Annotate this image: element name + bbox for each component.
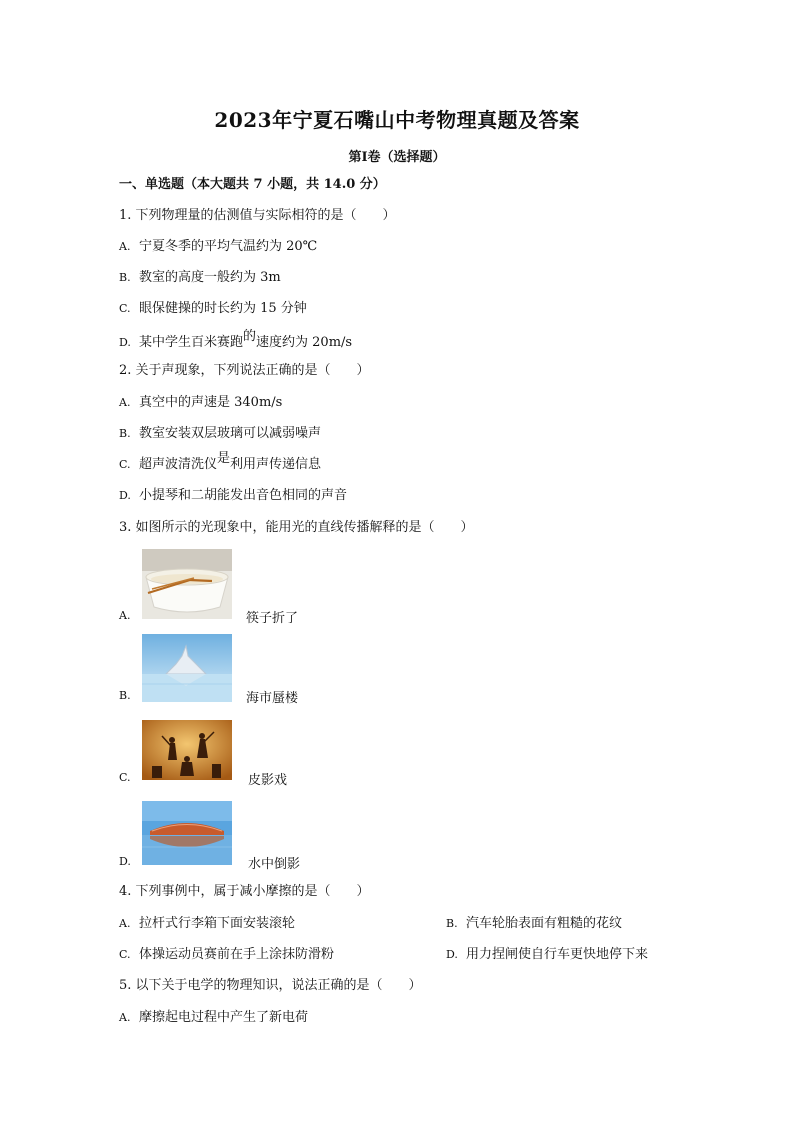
q1-option-d — [119, 329, 353, 352]
section-heading: 一、单选题（本大题共 7 小题，共 14.0 分） — [119, 177, 386, 192]
q2-option-d — [119, 487, 347, 505]
q2-option-b — [119, 425, 321, 443]
option-label: C. — [119, 948, 131, 961]
option-text: 利用声传递信息 — [230, 457, 322, 472]
q4-option-b — [446, 915, 622, 933]
q3-option-a-label: A. — [119, 609, 131, 622]
option-text: 眼保健操的时长约为 15 分钟 — [139, 301, 307, 316]
q2-option-c — [119, 451, 322, 474]
q3-option-c-label: C. — [119, 771, 131, 784]
q3-option-d-caption: 水中倒影 — [248, 857, 301, 872]
option-text-raised: 是 — [217, 451, 231, 466]
option-label: D. — [446, 948, 458, 961]
option-label: B. — [119, 271, 131, 284]
shadow-puppet-photo — [142, 720, 232, 780]
option-text: 宁夏冬季的平均气温约为 20℃ — [139, 239, 318, 254]
option-label: B. — [119, 427, 131, 440]
option-text: 小提琴和二胡能发出音色相同的声音 — [139, 488, 348, 503]
option-text: 教室安装双层玻璃可以减弱噪声 — [139, 426, 322, 441]
q4-option-d — [446, 946, 648, 964]
question-4-stem: 4. 下列事例中，属于减小摩擦的是（ ） — [119, 884, 370, 899]
option-text: 真空中的声速是 340m/s — [139, 395, 283, 410]
water-reflection-photo — [142, 801, 232, 865]
q3-option-d-label: D. — [119, 855, 131, 868]
option-label: A. — [119, 240, 131, 253]
q5-option-a — [119, 1009, 308, 1027]
option-label: D. — [119, 489, 131, 502]
option-text: 用力捏闸使自行车更快地停下来 — [466, 947, 649, 962]
option-label: B. — [446, 917, 458, 930]
option-text: 体操运动员赛前在手上涂抹防滑粉 — [139, 947, 335, 962]
q4-option-a — [119, 915, 295, 933]
option-text: 摩擦起电过程中产生了新电荷 — [139, 1010, 309, 1025]
option-label: D. — [119, 336, 131, 349]
q2-option-a — [119, 394, 282, 412]
part-heading: 第Ⅰ卷（选择题） — [348, 150, 446, 165]
option-label: C. — [119, 302, 131, 315]
q3-option-b-caption: 海市蜃楼 — [246, 691, 299, 706]
option-text: 超声波清洗仪 — [139, 457, 218, 472]
option-label: A. — [119, 396, 131, 409]
mirage-photo — [142, 634, 232, 702]
question-3-stem: 3. 如图所示的光现象中，能用光的直线传播解释的是（ ） — [119, 520, 474, 535]
option-text: 教室的高度一般约为 3m — [139, 270, 281, 285]
question-2-stem: 2. 关于声现象，下列说法正确的是（ ） — [119, 363, 370, 378]
q3-option-a-caption: 筷子折了 — [246, 611, 299, 626]
q3-option-c-caption: 皮影戏 — [248, 773, 288, 788]
q1-option-b — [119, 269, 281, 287]
page-title: 2023年宁夏石嘴山中考物理真题及答案 — [214, 108, 580, 132]
option-text: 汽车轮胎表面有粗糙的花纹 — [466, 916, 623, 931]
question-1-stem: 1. 下列物理量的估测值与实际相符的是（ ） — [119, 208, 396, 223]
q1-option-c — [119, 300, 307, 318]
question-5-stem: 5. 以下关于电学的物理知识，说法正确的是（ ） — [119, 978, 422, 993]
option-text: 速度约为 20m/s — [256, 335, 353, 350]
option-label: C. — [119, 458, 131, 471]
q1-option-a — [119, 238, 317, 256]
option-label: A. — [119, 1011, 131, 1024]
q4-option-c — [119, 946, 334, 964]
bowl-chopsticks-photo — [142, 549, 232, 619]
option-text-raised: 的 — [243, 329, 257, 344]
q3-option-b-label: B. — [119, 689, 131, 702]
option-label: A. — [119, 917, 131, 930]
option-text: 某中学生百米赛跑 — [139, 335, 244, 350]
option-text: 拉杆式行李箱下面安装滚轮 — [139, 916, 296, 931]
